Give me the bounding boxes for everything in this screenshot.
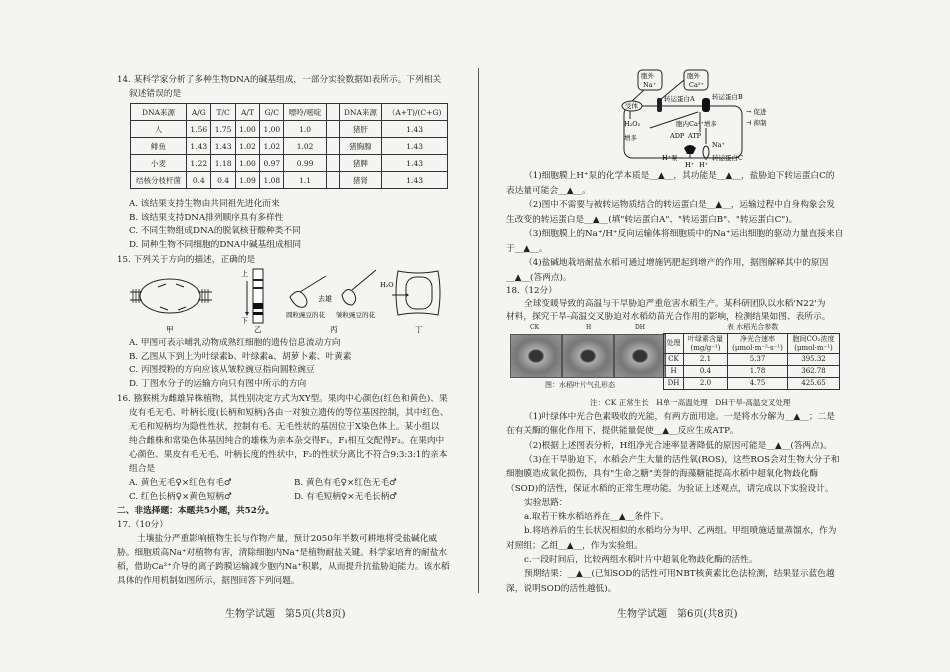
table-cell: 1.08 <box>260 172 284 189</box>
q18-question-line: c.一段时间后，比较两组水稻叶片中超氧化物歧化酶的活性。 <box>524 555 758 565</box>
table-cell: 1.02 <box>235 138 259 155</box>
q14-table <box>130 103 448 189</box>
table-cell: 猪肝 <box>339 121 382 138</box>
q18-question-line: 细胞膜造成氧化损伤，具有"生命之糖"美誉的海藻糖能提高水稻中超氧化物歧化酶 <box>506 469 819 480</box>
photo-caption: 图：水稻叶片气孔形态 <box>545 381 615 389</box>
q18-title: 18.（12分） <box>506 286 557 296</box>
q17-mechanism-diagram <box>600 68 780 168</box>
section-heading: 二、非选择题：本题共5小题，共52分。 <box>117 506 275 516</box>
q18-intro: 材料，探究干旱-高温交叉胁迫对水稻幼苗光合作用的影响，检测结果如图、表所示。 <box>506 312 831 322</box>
table-header: 胞间CO₂浓度 (μmol·m⁻¹) <box>788 334 840 354</box>
table-row <box>131 121 448 138</box>
q17-question-line: （4)盐碱地栽培耐盐水稻可通过增施钙肥起到增产的作用，据图解释其中的原因 <box>524 258 829 268</box>
q17-question-line: （2)图中不需要与被转运物质结合的转运蛋白是__▲__，运输过程中自身构象会发 <box>524 200 835 210</box>
page-footer-left: 生物学试题 第5页(共8页) <box>225 609 346 620</box>
table-header: A/G <box>187 104 211 121</box>
stomata-photo-ck <box>510 334 562 378</box>
q15-option-b: B. 乙图从下到上为叶绿素b、叶绿素a、胡萝卜素、叶黄素 <box>129 351 352 362</box>
q18-question-line: 实验思路： <box>524 497 568 508</box>
label-h2o2: H₂O₂ <box>624 120 641 128</box>
q14-option: A. 该结果支持生物由共同祖先进化而来 <box>129 199 280 209</box>
table-cell: 1.18 <box>211 155 235 172</box>
q16-stem: 组合是 <box>129 464 156 474</box>
label-protein-c: 转运蛋白C <box>712 154 743 162</box>
q16-stem: 无毛和短柄均为隐性性状，控制有毛、无毛性状的基因位于X染色体上。某小组以 <box>129 422 440 432</box>
q16-option-d: D. 有毛短柄♀×无毛长柄♂ <box>294 492 398 502</box>
table-cell <box>326 121 339 138</box>
q16-stem: 心颜色、果皮有毛无毛、叶柄长度的性状中，F₂的性状分离比不符合9:3:3:1的亲本 <box>129 450 448 460</box>
table-header: （A+T)/(C+G) <box>382 104 448 121</box>
pollination-drawing <box>290 270 376 307</box>
table-cell: 1.43 <box>382 121 448 138</box>
label-extracellular: 胞外 <box>641 72 654 80</box>
table-cell: 猪脾 <box>339 155 382 172</box>
table-cell: 鲱鱼 <box>131 138 187 155</box>
table-cell: 362.78 <box>788 366 840 378</box>
q17-question-line: （3)细胞膜上的Na⁺/H⁺反向运输体将细胞质中的Na⁺运出细胞的驱动力量直接来自 <box>524 229 844 239</box>
q14-stem: 14. 某科学家分析了多种生物DNA的碱基组成，一部分实验数据如表所示。下列相关 <box>117 75 442 85</box>
q18-question-line: b.将培养后的生长状况相似的水稻均分为甲、乙两组。甲组喷施适量蒸馏水，作为 <box>524 526 837 537</box>
table-cell: 1.78 <box>728 366 788 378</box>
q15-option-c: C. 丙图授粉的方向应该从皱粒豌豆指向圆粒豌豆 <box>129 365 315 375</box>
table-cell: 1.02 <box>284 138 326 155</box>
table-cell: 0.99 <box>284 155 326 172</box>
table-cell: 小麦 <box>131 155 187 172</box>
table-header: DNA来源 <box>131 104 187 121</box>
dna-replication-diagram <box>130 279 212 313</box>
label-emasculation: 去雄 <box>318 295 332 303</box>
table-cell <box>326 155 339 172</box>
label-wrinkled-pea: 皱粒豌豆的花 <box>336 311 375 319</box>
table-cell: 4.75 <box>728 378 788 390</box>
q17-question-line: 生改变的转运蛋白是__▲__(填"转运蛋白A"、"转运蛋白B"、"转运蛋白C")。 <box>506 214 798 225</box>
table-cell: 0.97 <box>260 155 284 172</box>
table-cell: 1.1 <box>284 172 326 189</box>
table-cell <box>326 172 339 189</box>
q17-para: 胁。细胞质高Na⁺对植物有害，清除细胞内Na⁺是植物耐盐关键。科学家培育的耐盐水 <box>117 548 448 558</box>
q17-para: 稻，借助Ca²⁺介导的离子跨膜运输减少胞内Na⁺积累，从而提升抗盐胁迫能力。该水稻 <box>117 562 450 572</box>
legend-promote: → 促进 <box>746 108 767 116</box>
label-ca-in: 胞内Ca²⁺增多 <box>676 120 717 128</box>
q15-figures <box>130 267 450 335</box>
q16-stem: 纯合雌株和常染色体基因纯合的雄株为亲本杂交得F₁，F₁相互交配得F₂。在果肉中 <box>129 436 445 446</box>
q18-question-line: 深，说明SOD的活性越低)。 <box>506 583 617 594</box>
q18-question-line: （3)在干旱胁迫下，水稻会产生大量的活性氧(ROS)，这些ROS会对生物大分子和 <box>524 454 840 465</box>
label-receptor: 受体 <box>625 102 638 110</box>
table-cell: 1.00 <box>235 155 259 172</box>
q17-question-line: 于__▲__。 <box>506 243 548 254</box>
table-cell: 1.00 <box>260 121 284 138</box>
table-cell: 猪肾 <box>339 172 382 189</box>
table-cell: 1.43 <box>382 172 448 189</box>
plant-cell-drawing <box>392 271 440 315</box>
table-cell: 猪胸腺 <box>339 138 382 155</box>
table-header: 处理 <box>664 334 684 354</box>
stomata-photo-dh <box>614 334 666 378</box>
photo-label-ck: CK <box>530 324 540 331</box>
table-cell: 结核分枝杆菌 <box>131 172 187 189</box>
table-cell: 2.1 <box>684 354 728 366</box>
q16-option-b: B. 黄色有毛♀×红色无毛♂ <box>294 478 397 488</box>
table-cell: 0.4 <box>684 366 728 378</box>
photo-label-h: H <box>586 324 592 331</box>
q14-option: D. 同种生物不同细胞的DNA中碱基组成相同 <box>129 239 302 250</box>
table-cell: CK <box>664 354 684 366</box>
q16-option-a: A. 黄色无毛♀×红色有毛♂ <box>129 478 232 488</box>
table-gap <box>326 104 339 121</box>
q18-question-line: 在有关酶的催化作用下，提供能量促使__▲__反应生成ATP。 <box>506 426 739 437</box>
q14-option: C. 不同生物组成DNA的脱氧核苷酸种类不同 <box>129 226 301 236</box>
label-na-in: Na⁺ <box>712 141 725 149</box>
label-adp: ADP <box>670 132 685 140</box>
q18-question-line: （1)叶绿体中光合色素吸收的光能，有两方面用途。一是将水分解为__▲__；二是 <box>524 412 835 422</box>
table-title: 表 水稻光合参数 <box>727 323 779 331</box>
q18-question-line: 预期结果：__▲__(已知SOD的活性可用NBT核黄素比色法检测，结果显示蓝色越 <box>524 569 835 580</box>
table-cell: 1.22 <box>187 155 211 172</box>
table-row <box>131 138 448 155</box>
q17-question-line: （1)细胞膜上H⁺泵的化学本质是__▲__，其功能是__▲__，盐胁迫下转运蛋白C的 <box>524 171 835 181</box>
q18-question-line: a.取若干株水稻培养在__▲__条件下。 <box>524 512 669 523</box>
q18-question-line: 对照组；乙组__▲__，作为实验组。 <box>506 540 643 551</box>
label-bing: 丙 <box>330 325 338 334</box>
table-cell: 1.43 <box>382 138 448 155</box>
table-cell: 0.4 <box>211 172 235 189</box>
photosynthesis-table <box>663 333 840 390</box>
table-header: 嘌呤/嘧啶 <box>284 104 326 121</box>
label-increase: 增多 <box>624 134 637 142</box>
table-cell: 1.00 <box>235 121 259 138</box>
q14-option: B. 该结果支持DNA排列顺序具有多样性 <box>129 212 284 223</box>
q15-option-a: A. 甲图可表示哺乳动物成熟红细胞的遗传信息流动方向 <box>129 338 341 348</box>
photo-label-dh: DH <box>635 324 646 331</box>
table-cell: DH <box>664 378 684 390</box>
label-up: 上 <box>241 270 248 278</box>
table-header: DNA来源 <box>339 104 382 121</box>
label-ding: 丁 <box>415 325 423 334</box>
label-jia: 甲 <box>166 325 174 334</box>
table-cell: 2.0 <box>684 378 728 390</box>
q16-stem: 皮有毛无毛、叶柄长度(长柄和短柄)各由一对独立遗传的等位基因控制，其中红色、 <box>129 408 449 418</box>
page-footer-right: 生物学试题 第6页(共8页) <box>617 609 738 620</box>
table-header: A/T <box>235 104 259 121</box>
label-extracellular: 胞外 <box>687 72 700 80</box>
q17-question-line: __▲__(答两点)。 <box>506 272 572 283</box>
q18-question-line: （SOD)的活性，保证水稻的正常生理功能。为验证上述观点，请完成以下实验设计。 <box>506 483 834 494</box>
q18-intro: 全球变暖导致的高温与干旱胁迫严重危害水稻生产。某科研团队以水稻'N22'为 <box>524 299 826 309</box>
label-h-pump: H⁺泵 <box>662 154 678 162</box>
table-header: 叶绿素含量 (mg/g⁻¹) <box>684 334 728 354</box>
label-h: H⁺ <box>699 161 709 168</box>
table-cell <box>326 138 339 155</box>
label-protein-a: 转运蛋白A <box>664 95 695 103</box>
q17-para: 具体的作用机制如图所示，据图回答下列问题。 <box>117 576 300 586</box>
table-row <box>131 155 448 172</box>
label-round-pea: 圆粒豌豆的花 <box>286 311 325 319</box>
label-yi: 乙 <box>254 325 262 334</box>
label-atp: ATP <box>688 132 702 140</box>
label-h2o: H₂O <box>380 281 394 289</box>
table-header: T/C <box>211 104 235 121</box>
table-cell: 425.65 <box>788 378 840 390</box>
q17-question-line: 表达量可能会__▲__。 <box>506 185 591 196</box>
table-header: 净光合速率 (μmol·m⁻²·s⁻¹) <box>728 334 788 354</box>
table-cell: 1.02 <box>260 138 284 155</box>
table-note: 注：CK 正常生长 H单一高温处理 DH干旱-高温交叉处理 <box>590 398 791 407</box>
q18-question-line: （2)根据上述图表分析，H组净光合速率显著降低的原因可能是__▲__(答两点)。 <box>524 440 832 451</box>
label-h: H⁺ <box>685 161 695 168</box>
page-divider <box>478 68 479 593</box>
table-cell: 1.43 <box>211 138 235 155</box>
table-cell: 1.43 <box>187 138 211 155</box>
legend-inhibit: ⊣ 抑制 <box>746 119 767 127</box>
table-row <box>131 172 448 189</box>
table-cell: 5.37 <box>728 354 788 366</box>
table-cell: 395.32 <box>788 354 840 366</box>
table-row <box>664 378 840 390</box>
label-na: Na⁺ <box>643 81 656 89</box>
table-cell: 0.4 <box>187 172 211 189</box>
table-cell: H <box>664 366 684 378</box>
table-cell: 1.09 <box>235 172 259 189</box>
q15-option-d: D. 丁图水分子的运输方向只有图中所示的方向 <box>129 378 307 389</box>
table-cell: 人 <box>131 121 187 138</box>
q17-title: 17.（10分） <box>117 520 168 530</box>
label-ca: Ca²⁺ <box>689 81 704 89</box>
q15-stem: 15. 下列关于方向的描述，正确的是 <box>117 255 256 265</box>
table-row <box>664 354 840 366</box>
q16-option-c: C. 红色长柄♀×黄色短柄♂ <box>129 492 232 502</box>
q17-para: 土壤盐分严重影响植物生长与作物产量，预计2050年半数可耕地将受盐碱化威 <box>137 534 438 544</box>
label-down: 下 <box>241 317 248 325</box>
table-row <box>664 366 840 378</box>
q14-stem: 叙述错误的是 <box>129 89 182 99</box>
table-cell: 1.0 <box>284 121 326 138</box>
table-cell: 1.43 <box>382 155 448 172</box>
table-header: G/C <box>260 104 284 121</box>
table-cell: 1.75 <box>211 121 235 138</box>
label-protein-b: 转运蛋白B <box>712 93 743 101</box>
table-cell: 1.56 <box>187 121 211 138</box>
q16-stem: 16. 猕猴桃为雌雄异株植物，其性别决定方式为XY型。果肉中心颜色(红色和黄色)、果 <box>117 394 448 404</box>
stomata-photo-h <box>562 334 614 378</box>
